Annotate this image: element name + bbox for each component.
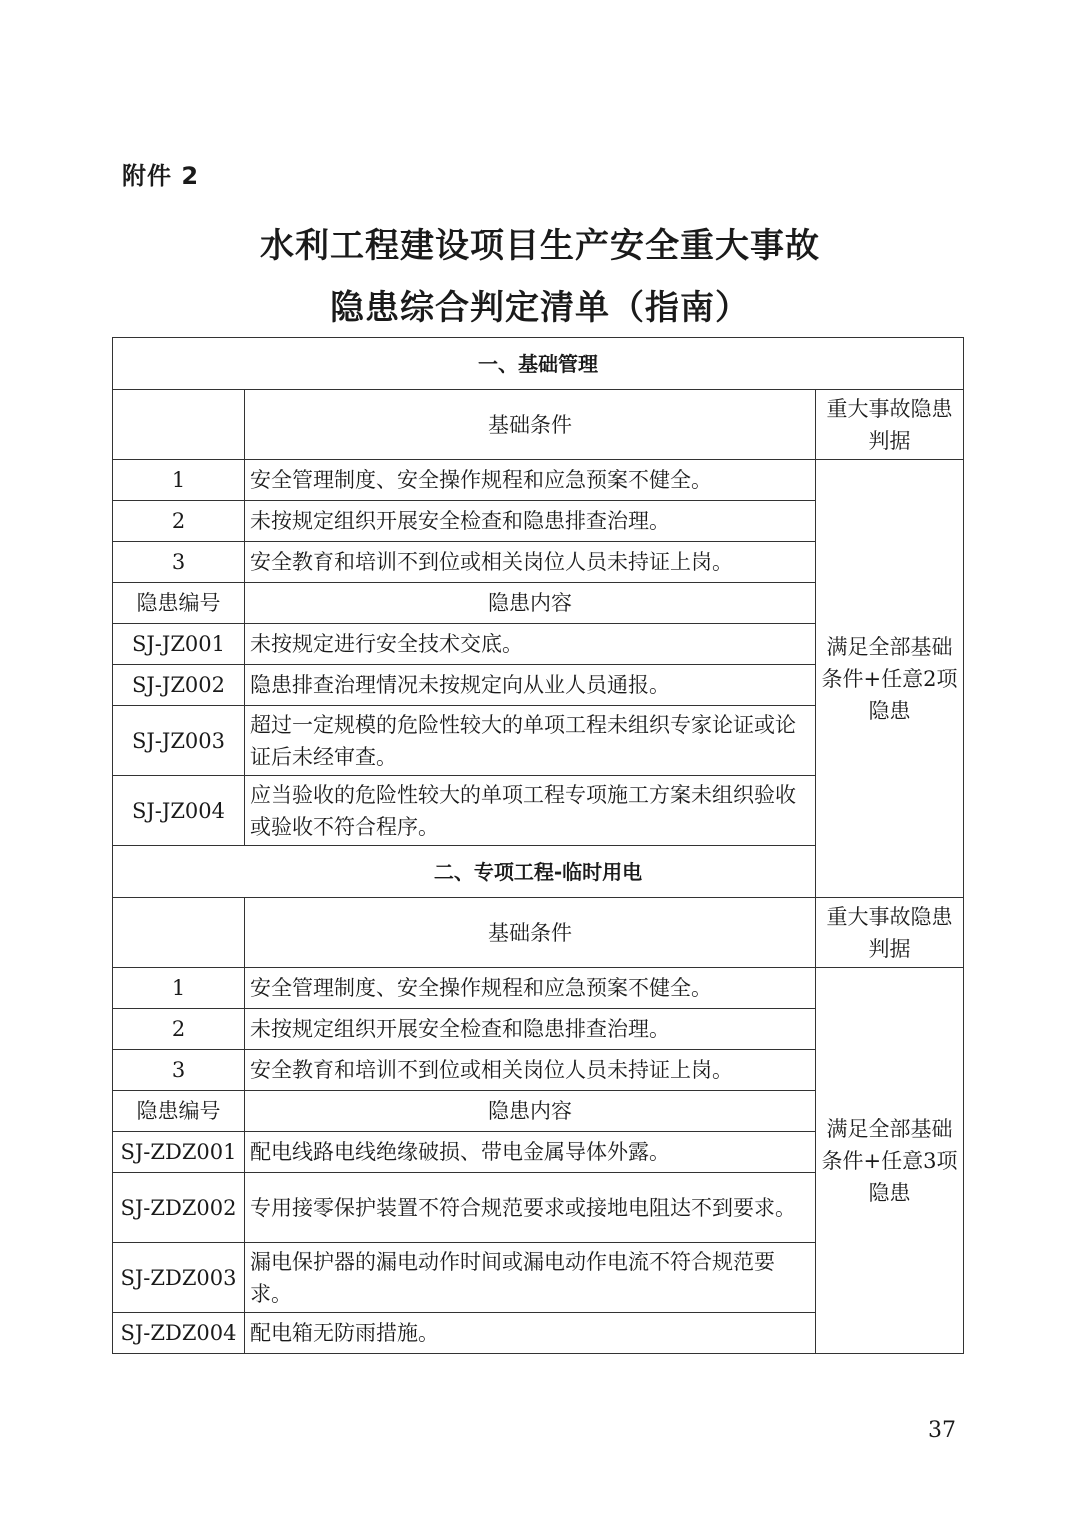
condition-text: 未按规定组织开展安全检查和隐患排查治理。 xyxy=(245,501,816,542)
condition-text: 安全管理制度、安全操作规程和应急预案不健全。 xyxy=(245,460,816,501)
hazard-text: 配电线路电线绝缘破损、带电金属导体外露。 xyxy=(245,1132,816,1173)
condition-number: 3 xyxy=(113,542,245,583)
blank-header-cell xyxy=(113,898,245,968)
condition-text: 未按规定组织开展安全检查和隐患排查治理。 xyxy=(245,1009,816,1050)
hazard-code: SJ-JZ003 xyxy=(113,706,245,776)
hazard-code: SJ-ZDZ004 xyxy=(113,1313,245,1354)
section-heading: 一、基础管理 xyxy=(113,338,964,390)
condition-number: 2 xyxy=(113,1009,245,1050)
condition-number: 2 xyxy=(113,501,245,542)
hazard-code: SJ-ZDZ003 xyxy=(113,1243,245,1313)
table-row xyxy=(113,968,964,1009)
hazard-content-header: 隐患内容 xyxy=(245,583,816,624)
condition-number: 1 xyxy=(113,460,245,501)
judgment-criterion: 满足全部基础 条件+任意3项 隐患 xyxy=(816,968,964,1354)
judgment-criterion-header: 重大事故隐患 判据 xyxy=(816,898,964,968)
condition-text: 安全教育和培训不到位或相关岗位人员未持证上岗。 xyxy=(245,542,816,583)
basic-conditions-header: 基础条件 xyxy=(245,898,816,968)
condition-number: 3 xyxy=(113,1050,245,1091)
hazard-code: SJ-ZDZ001 xyxy=(113,1132,245,1173)
hazard-code: SJ-ZDZ002 xyxy=(113,1173,245,1243)
section-heading-row xyxy=(113,846,964,898)
hazard-code: SJ-JZ004 xyxy=(113,776,245,846)
hazard-code: SJ-JZ002 xyxy=(113,665,245,706)
judgment-criterion-header: 重大事故隐患 判据 xyxy=(816,390,964,460)
document-title-line-1: 水利工程建设项目生产安全重大事故 xyxy=(260,226,820,266)
hazard-code: SJ-JZ001 xyxy=(113,624,245,665)
hazard-text: 漏电保护器的漏电动作时间或漏电动作电流不符合规范要求。 xyxy=(245,1243,816,1313)
judgment-criterion: 满足全部基础 条件+任意2项 隐患 xyxy=(816,460,964,898)
table-header-row xyxy=(113,390,964,460)
hazard-text: 配电箱无防雨措施。 xyxy=(245,1313,816,1354)
section-heading: 二、专项工程-临时用电 xyxy=(113,846,964,898)
hazard-number-header: 隐患编号 xyxy=(113,1091,245,1132)
attachment-label: 附件 2 xyxy=(122,162,200,190)
hazard-content-header: 隐患内容 xyxy=(245,1091,816,1132)
hazard-text: 超过一定规模的危险性较大的单项工程未组织专家论证或论证后未经审查。 xyxy=(245,706,816,776)
document-title-line-2: 隐患综合判定清单（指南） xyxy=(330,288,750,328)
table-header-row xyxy=(113,898,964,968)
section-heading-row xyxy=(113,338,964,390)
hazard-text: 专用接零保护装置不符合规范要求或接地电阻达不到要求。 xyxy=(245,1173,816,1243)
hazard-number-header: 隐患编号 xyxy=(113,583,245,624)
condition-text: 安全管理制度、安全操作规程和应急预案不健全。 xyxy=(245,968,816,1009)
hazard-text: 未按规定进行安全技术交底。 xyxy=(245,624,816,665)
condition-number: 1 xyxy=(113,968,245,1009)
hazard-judgment-table xyxy=(112,337,964,1354)
condition-text: 安全教育和培训不到位或相关岗位人员未持证上岗。 xyxy=(245,1050,816,1091)
table-row xyxy=(113,460,964,501)
hazard-text: 隐患排查治理情况未按规定向从业人员通报。 xyxy=(245,665,816,706)
hazard-text: 应当验收的危险性较大的单项工程专项施工方案未组织验收或验收不符合程序。 xyxy=(245,776,816,846)
basic-conditions-header: 基础条件 xyxy=(245,390,816,460)
blank-header-cell xyxy=(113,390,245,460)
page-number: 37 xyxy=(928,1418,956,1443)
